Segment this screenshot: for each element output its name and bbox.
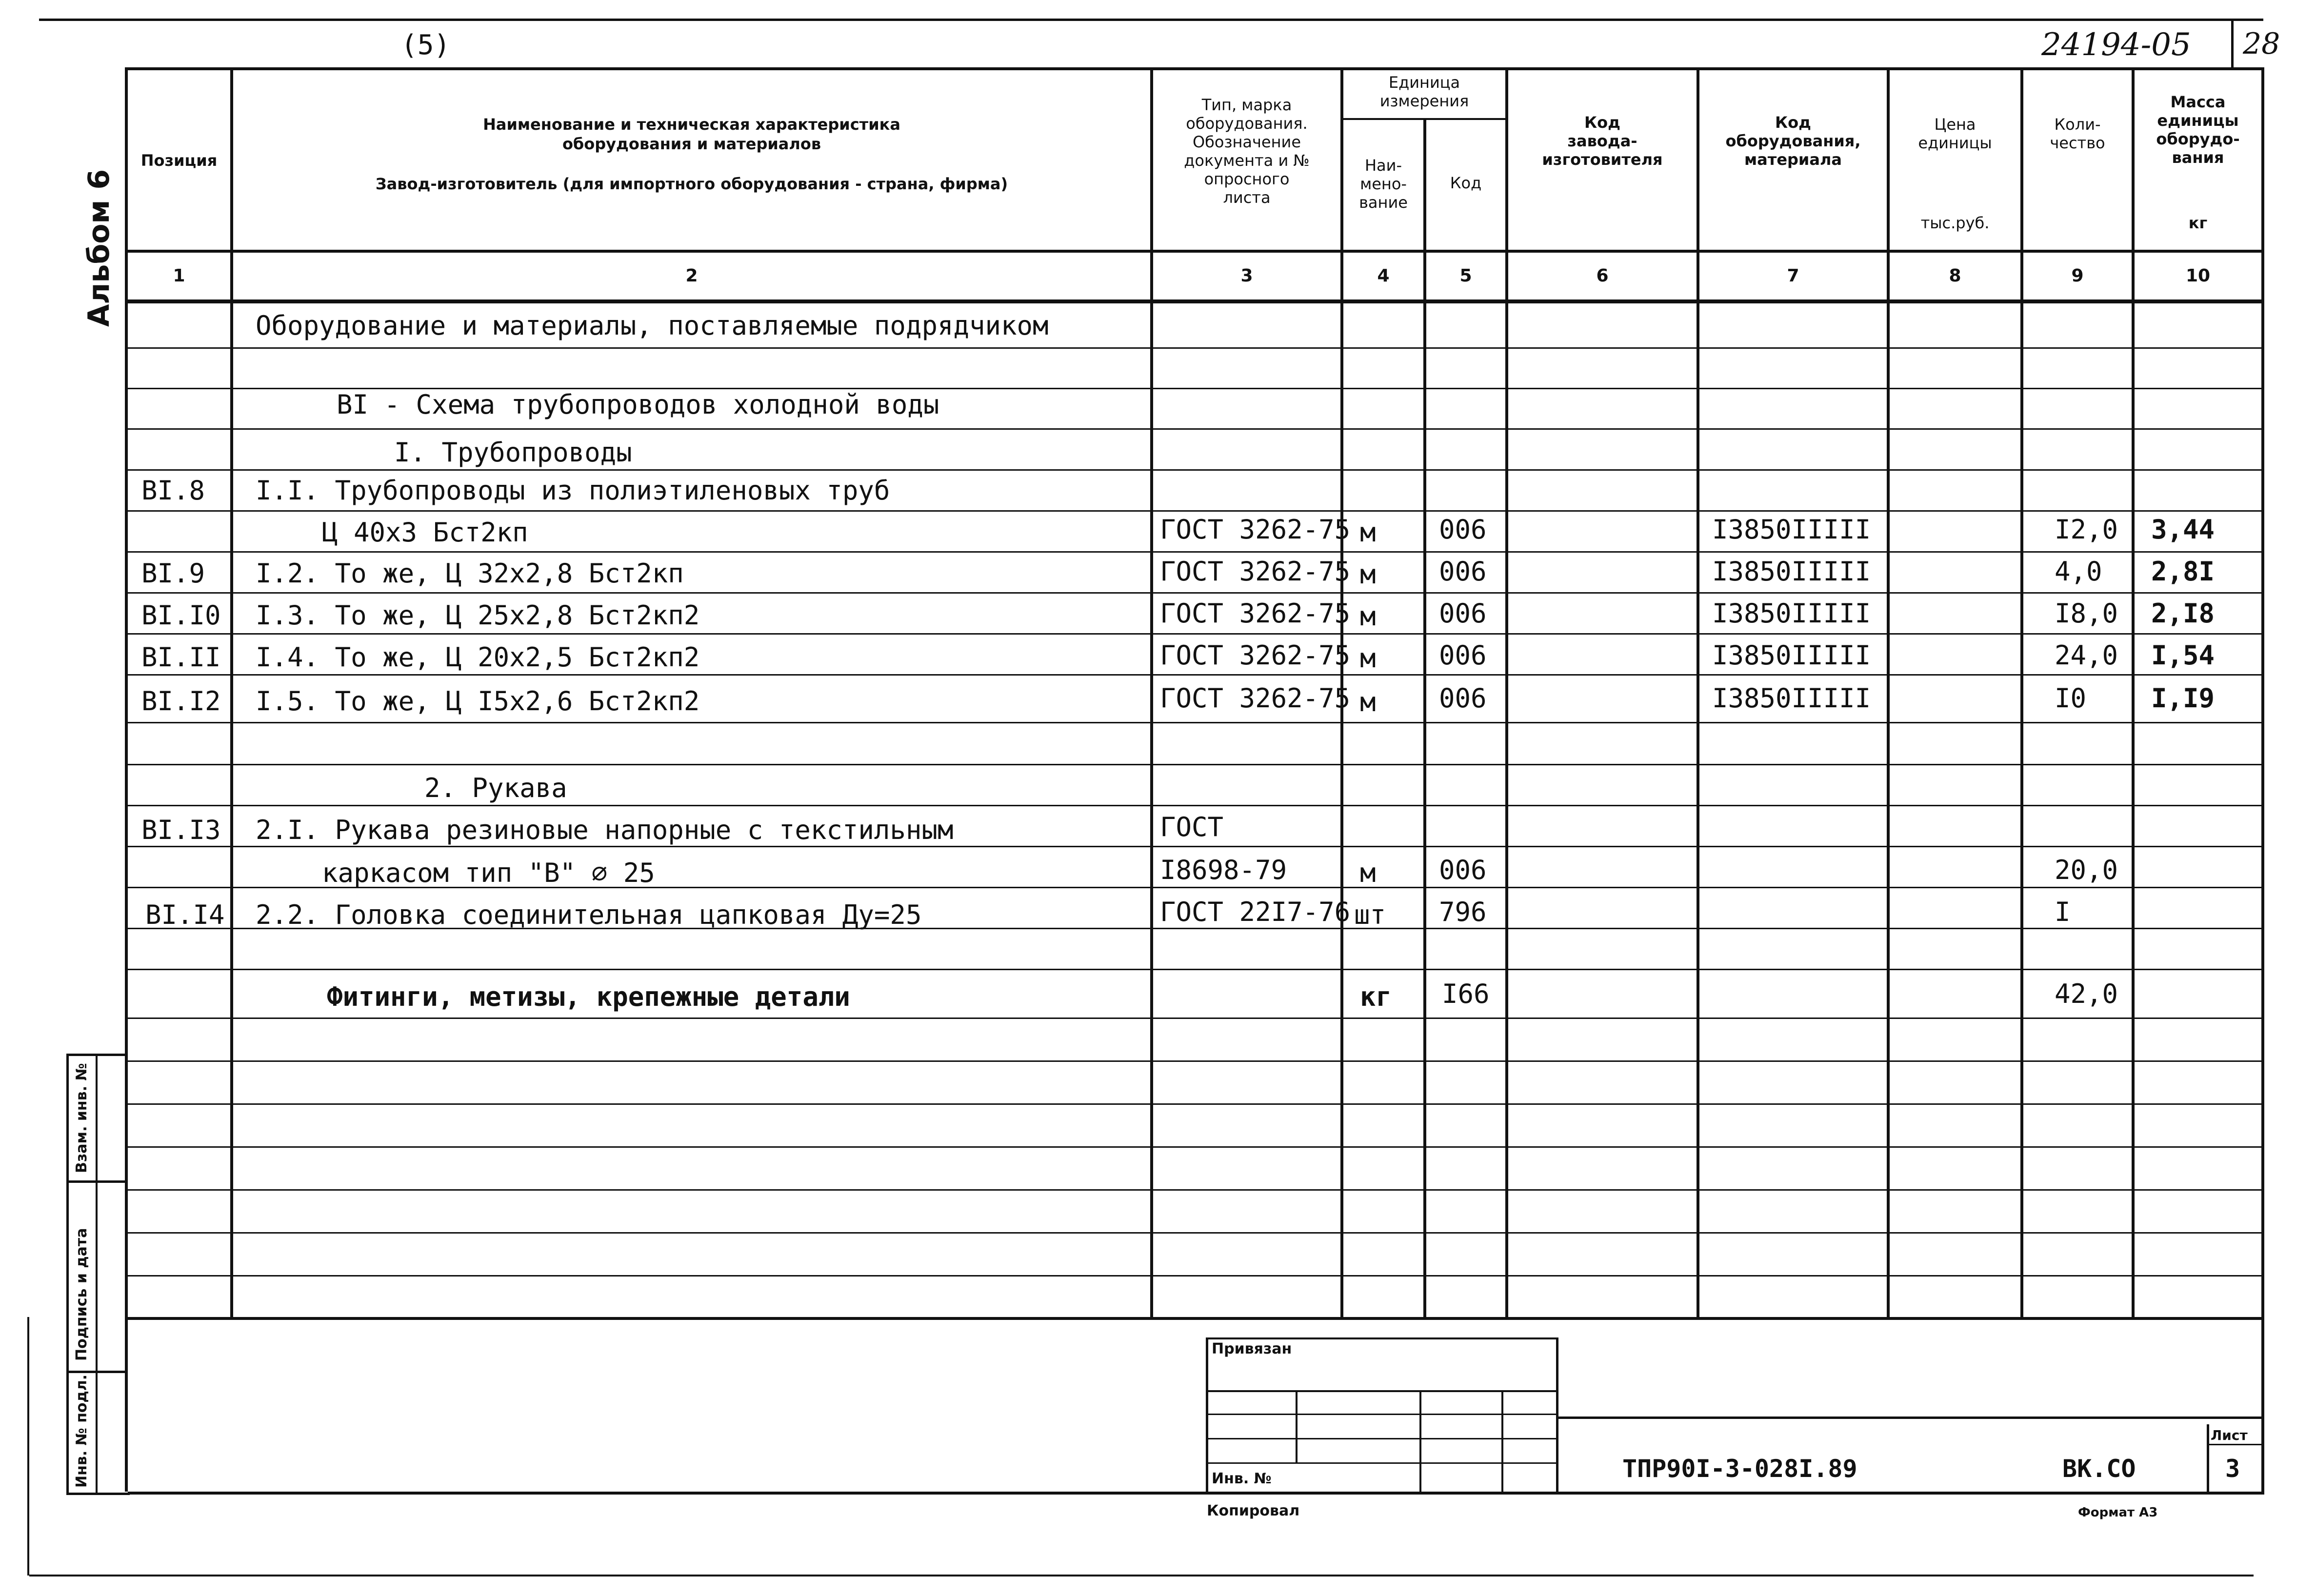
row-code: 006 [1439, 855, 1487, 885]
row-position: BI.9 [141, 558, 205, 589]
colnum-5: 5 [1459, 266, 1472, 286]
row-unit: м [1360, 643, 1376, 674]
header-mat-l3: материала [1744, 150, 1842, 169]
header-factory-l3: изготовителя [1542, 150, 1663, 169]
colnum-10: 10 [2185, 266, 2211, 286]
row-position: BI.8 [141, 475, 205, 506]
row-name: I.I. Трубопроводы из полиэтиленовых труб [256, 475, 890, 506]
row-quantity: 20,0 [2055, 855, 2118, 885]
row-name: каркасом тип "В" ∅ 25 [322, 858, 655, 888]
header-unit-group [1343, 73, 1505, 110]
row-type: ГОСТ 3262-75 [1160, 514, 1351, 545]
row-material-code: I3850IIIII [1712, 683, 1871, 714]
header-factory-l1: Код [1584, 113, 1620, 132]
inv-no-label: Инв. № [1212, 1470, 1272, 1487]
header-mass-unit: кг [2188, 214, 2208, 232]
header-position: Позиция [140, 151, 218, 170]
row-material-code: I3850IIIII [1712, 640, 1871, 671]
row-name: 2.I. Рукава резиновые напорные с текстильным [256, 815, 954, 845]
row-position: BI.I3 [141, 815, 221, 845]
stamp-signature-date: Подпись и дата [73, 1228, 90, 1361]
header-name-line2: оборудования и материалов [562, 135, 821, 153]
colnum-8: 8 [1949, 266, 1961, 286]
header-price-l2: единицы [1918, 134, 1992, 152]
row-unit: м [1360, 559, 1376, 590]
colnum-2: 2 [685, 266, 698, 286]
kopiroval-label: Копировал [1207, 1502, 1300, 1519]
row-quantity: 42,0 [2055, 978, 2118, 1009]
header-mat-l1: Код [1775, 113, 1811, 132]
header-price [1890, 115, 2020, 152]
row-name: I.4. То же, Ц 20х2,5 Бст2кп2 [256, 642, 700, 673]
row-name: I.2. То же, Ц 32х2,8 Бст2кп [256, 558, 684, 589]
stamp-inv-podl: Инв. № подл. [73, 1374, 90, 1488]
header-unit-l1: Единица [1388, 73, 1460, 92]
row-code: 796 [1439, 897, 1487, 927]
row-material-code: I3850IIIII [1712, 556, 1871, 587]
page-label: (5) [401, 29, 451, 61]
sheet-corner-number: 28 [2243, 27, 2280, 61]
row-mass: 2,I8 [2151, 598, 2215, 629]
header-unit-name-l2: мено- [1360, 175, 1407, 193]
header-type-l6: листа [1223, 188, 1271, 207]
header-type-l5: опросного [1204, 170, 1290, 188]
row-unit: м [1360, 601, 1376, 632]
header-type-l4: документа и № [1184, 151, 1310, 170]
row-quantity: I2,0 [2055, 514, 2118, 545]
row-code: 006 [1439, 514, 1487, 545]
row-type: ГОСТ 3262-75 [1160, 683, 1351, 714]
sheet-label: Лист [2211, 1427, 2248, 1443]
document-code: ТПР90I-3-028I.89 [1622, 1455, 1857, 1483]
row-mass: 3,44 [2151, 514, 2215, 545]
header-unit-l2: измерения [1379, 92, 1469, 110]
row-unit: м [1360, 517, 1376, 548]
row-unit: кг [1360, 981, 1392, 1012]
header-name-line1: Наименование и техническая характеристика [483, 115, 900, 134]
sheet-number: 3 [2225, 1455, 2240, 1483]
row-unit: м [1360, 687, 1376, 718]
row-name: I. Трубопроводы [394, 437, 632, 468]
header-unit-code: Код [1450, 174, 1482, 192]
row-type: ГОСТ [1160, 812, 1224, 842]
row-code: 006 [1439, 556, 1487, 587]
header-mass-l2: единицы [2157, 111, 2239, 130]
header-type-l3: Обозначение [1192, 133, 1301, 151]
row-type: ГОСТ 3262-75 [1160, 556, 1351, 587]
row-position: BI.I0 [141, 600, 221, 631]
header-unit-name [1343, 156, 1423, 212]
colnum-4: 4 [1377, 266, 1390, 286]
row-position: BI.II [141, 642, 221, 673]
handwritten-code: 24194-05 [2041, 27, 2191, 63]
row-quantity: 4,0 [2055, 556, 2102, 587]
row-code: 006 [1439, 640, 1487, 671]
header-material-code [1699, 113, 1887, 169]
row-quantity: 24,0 [2055, 640, 2118, 671]
row-mass: I,I9 [2151, 683, 2215, 714]
header-price-unit: тыс.руб. [1920, 214, 1990, 232]
row-code: I66 [1442, 978, 1490, 1009]
row-name: Оборудование и материалы, поставляемые подрядчиком [256, 310, 1049, 341]
header-factory-l2: завода- [1567, 132, 1637, 150]
row-name: Фитинги, метизы, крепежные детали [327, 981, 850, 1012]
header-type-l2: оборудования. [1186, 114, 1308, 133]
row-unit: м [1360, 858, 1376, 888]
row-code: 006 [1439, 683, 1487, 714]
header-type [1153, 96, 1340, 207]
row-position: BI.I2 [141, 686, 221, 717]
header-mass-l3: оборудо- [2156, 130, 2240, 148]
row-type: ГОСТ 22I7-76 [1160, 897, 1351, 927]
header-mass-l1: Масса [2170, 93, 2226, 111]
colnum-3: 3 [1240, 266, 1253, 286]
header-unit-name-l3: вание [1359, 193, 1408, 212]
row-name: BI - Схема трубопроводов холодной воды [337, 389, 939, 420]
row-quantity: I0 [2055, 683, 2087, 714]
row-material-code: I3850IIIII [1712, 514, 1871, 545]
row-name: 2. Рукава [424, 773, 567, 803]
row-quantity: I8,0 [2055, 598, 2118, 629]
row-position: BI.I4 [145, 899, 225, 930]
colnum-9: 9 [2071, 266, 2084, 286]
row-quantity: I [2055, 897, 2071, 927]
row-name: 2.2. Головка соединительная цапковая Ду=25 [256, 899, 922, 930]
album-label: Альбом 6 [82, 169, 116, 327]
privyazan-label: Привязан [1212, 1340, 1292, 1357]
header-name-line3: Завод-изготовитель (для импортного оборудования - страна, фирма) [375, 175, 1008, 193]
row-type: I8698-79 [1160, 855, 1287, 885]
colnum-1: 1 [173, 266, 185, 286]
header-type-l1: Тип, марка [1201, 96, 1292, 114]
header-quantity [2023, 115, 2132, 152]
row-code: 006 [1439, 598, 1487, 629]
colnum-6: 6 [1596, 266, 1609, 286]
row-name: I.5. То же, Ц I5х2,6 Бст2кп2 [256, 686, 700, 717]
header-price-l1: Цена [1934, 115, 1976, 134]
header-qty-l2: чество [2050, 134, 2105, 152]
header-mass [2135, 93, 2261, 167]
row-material-code: I3850IIIII [1712, 598, 1871, 629]
row-name: I.3. То же, Ц 25х2,8 Бст2кп2 [256, 600, 700, 631]
row-unit: шт [1354, 899, 1386, 930]
row-type: ГОСТ 3262-75 [1160, 598, 1351, 629]
colnum-7: 7 [1787, 266, 1799, 286]
row-type: ГОСТ 3262-75 [1160, 640, 1351, 671]
format-label: Формат А3 [2078, 1505, 2158, 1520]
row-mass: 2,8I [2151, 556, 2215, 587]
header-unit-name-l1: Наи- [1364, 156, 1402, 175]
header-factory-code [1508, 113, 1697, 169]
header-mass-l4: вания [2172, 148, 2224, 167]
header-mat-l2: оборудования, [1725, 132, 1861, 150]
document-mark: ВК.СО [2062, 1455, 2136, 1483]
row-name: Ц 40х3 Бст2кп [322, 517, 528, 548]
row-mass: I,54 [2151, 640, 2215, 671]
header-qty-l1: Коли- [2054, 115, 2101, 134]
stamp-vzam-inv: Взам. инв. № [73, 1063, 90, 1173]
